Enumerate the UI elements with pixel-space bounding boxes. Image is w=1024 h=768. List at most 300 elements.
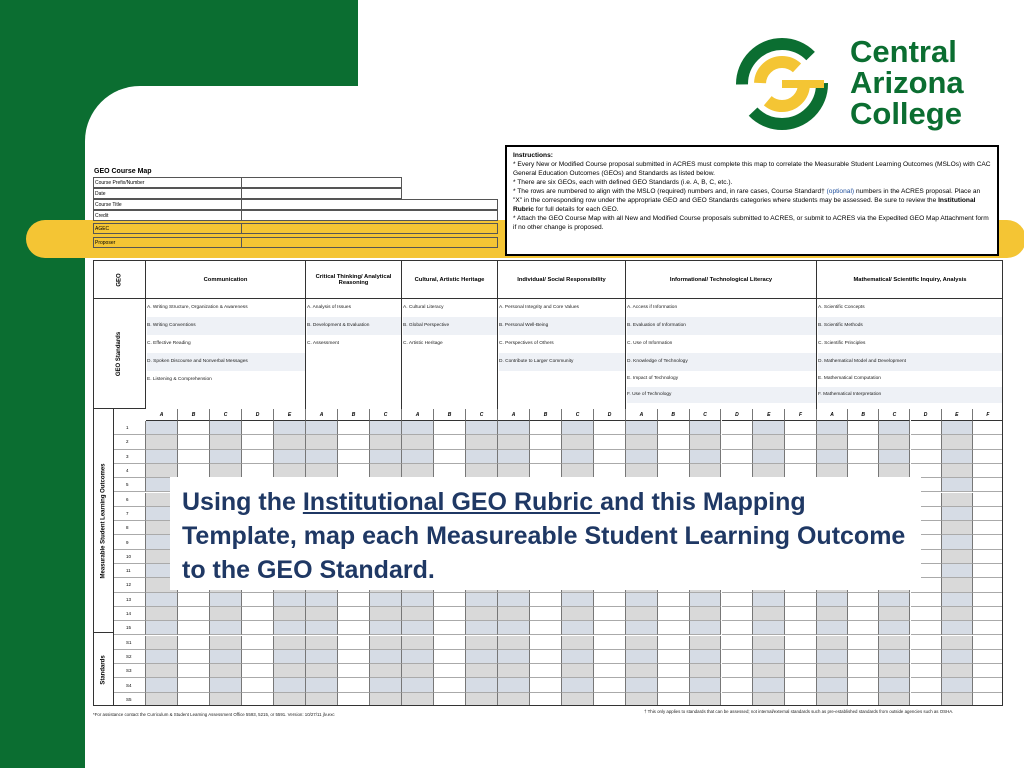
- map-cell[interactable]: [942, 578, 973, 592]
- map-cell[interactable]: [817, 664, 848, 678]
- map-cell[interactable]: [466, 421, 498, 435]
- map-cell[interactable]: [146, 678, 178, 692]
- map-cell[interactable]: [306, 650, 338, 664]
- map-cell[interactable]: [879, 593, 910, 607]
- map-cell[interactable]: [817, 636, 848, 650]
- map-cell[interactable]: [274, 435, 306, 449]
- map-cell[interactable]: [722, 593, 754, 607]
- map-cell[interactable]: [879, 421, 910, 435]
- map-cell[interactable]: [466, 636, 498, 650]
- map-cell[interactable]: [210, 678, 242, 692]
- map-cell[interactable]: [942, 421, 973, 435]
- map-cell[interactable]: [562, 621, 594, 635]
- map-cell[interactable]: [178, 593, 210, 607]
- map-cell[interactable]: [626, 650, 658, 664]
- map-cell[interactable]: [338, 435, 370, 449]
- map-cell[interactable]: [594, 621, 626, 635]
- map-cell[interactable]: [879, 607, 910, 621]
- map-cell[interactable]: [178, 636, 210, 650]
- map-cell[interactable]: [848, 593, 879, 607]
- map-cell[interactable]: [402, 607, 434, 621]
- map-cell[interactable]: [434, 650, 466, 664]
- map-cell[interactable]: [306, 593, 338, 607]
- map-cell[interactable]: [973, 421, 1003, 435]
- map-cell[interactable]: [785, 636, 817, 650]
- map-cell[interactable]: [973, 521, 1003, 535]
- map-cell[interactable]: [498, 621, 530, 635]
- map-cell[interactable]: [498, 650, 530, 664]
- map-cell[interactable]: [879, 636, 910, 650]
- map-cell[interactable]: [434, 593, 466, 607]
- map-cell[interactable]: [210, 593, 242, 607]
- map-cell[interactable]: [626, 621, 658, 635]
- map-cell[interactable]: [785, 421, 817, 435]
- map-cell[interactable]: [753, 636, 785, 650]
- map-cell[interactable]: [242, 450, 274, 464]
- map-cell[interactable]: [848, 450, 879, 464]
- map-cell[interactable]: [973, 535, 1003, 549]
- map-cell[interactable]: [817, 693, 848, 706]
- map-cell[interactable]: [658, 636, 690, 650]
- map-cell[interactable]: [146, 693, 178, 706]
- map-cell[interactable]: [942, 435, 973, 449]
- map-cell[interactable]: [178, 421, 210, 435]
- map-cell[interactable]: [178, 693, 210, 706]
- map-cell[interactable]: [942, 507, 973, 521]
- map-cell[interactable]: [973, 550, 1003, 564]
- map-cell[interactable]: [274, 593, 306, 607]
- map-cell[interactable]: [498, 693, 530, 706]
- map-cell[interactable]: [973, 507, 1003, 521]
- map-cell[interactable]: [530, 607, 562, 621]
- map-cell[interactable]: [146, 607, 178, 621]
- map-cell[interactable]: [530, 450, 562, 464]
- map-cell[interactable]: [210, 607, 242, 621]
- map-cell[interactable]: [942, 493, 973, 507]
- map-cell[interactable]: [466, 693, 498, 706]
- map-cell[interactable]: [626, 421, 658, 435]
- map-cell[interactable]: [530, 650, 562, 664]
- credit-field[interactable]: [242, 211, 497, 220]
- map-cell[interactable]: [434, 421, 466, 435]
- map-cell[interactable]: [338, 450, 370, 464]
- map-cell[interactable]: [178, 435, 210, 449]
- map-cell[interactable]: [753, 664, 785, 678]
- map-cell[interactable]: [658, 421, 690, 435]
- map-cell[interactable]: [466, 607, 498, 621]
- map-cell[interactable]: [562, 678, 594, 692]
- map-cell[interactable]: [274, 607, 306, 621]
- map-cell[interactable]: [973, 435, 1003, 449]
- map-cell[interactable]: [594, 450, 626, 464]
- map-cell[interactable]: [785, 607, 817, 621]
- map-cell[interactable]: [370, 593, 402, 607]
- map-cell[interactable]: [370, 678, 402, 692]
- map-cell[interactable]: [658, 435, 690, 449]
- map-cell[interactable]: [626, 636, 658, 650]
- map-cell[interactable]: [973, 607, 1003, 621]
- map-cell[interactable]: [594, 607, 626, 621]
- map-cell[interactable]: [848, 435, 879, 449]
- map-cell[interactable]: [402, 636, 434, 650]
- map-cell[interactable]: [753, 593, 785, 607]
- map-cell[interactable]: [594, 664, 626, 678]
- map-cell[interactable]: [753, 693, 785, 706]
- map-cell[interactable]: [722, 650, 754, 664]
- map-cell[interactable]: [402, 664, 434, 678]
- map-cell[interactable]: [626, 678, 658, 692]
- map-cell[interactable]: [722, 607, 754, 621]
- map-cell[interactable]: [242, 593, 274, 607]
- map-cell[interactable]: [817, 450, 848, 464]
- map-cell[interactable]: [942, 593, 973, 607]
- map-cell[interactable]: [942, 550, 973, 564]
- map-cell[interactable]: [498, 421, 530, 435]
- map-cell[interactable]: [785, 678, 817, 692]
- map-cell[interactable]: [973, 493, 1003, 507]
- map-cell[interactable]: [817, 650, 848, 664]
- map-cell[interactable]: [434, 636, 466, 650]
- map-cell[interactable]: [817, 421, 848, 435]
- map-cell[interactable]: [879, 650, 910, 664]
- map-cell[interactable]: [942, 636, 973, 650]
- map-cell[interactable]: [274, 421, 306, 435]
- map-cell[interactable]: [848, 607, 879, 621]
- map-cell[interactable]: [690, 636, 722, 650]
- map-cell[interactable]: [402, 421, 434, 435]
- map-cell[interactable]: [242, 664, 274, 678]
- map-cell[interactable]: [594, 650, 626, 664]
- map-cell[interactable]: [658, 650, 690, 664]
- map-cell[interactable]: [210, 693, 242, 706]
- map-cell[interactable]: [370, 664, 402, 678]
- map-cell[interactable]: [690, 678, 722, 692]
- map-cell[interactable]: [690, 593, 722, 607]
- map-cell[interactable]: [178, 678, 210, 692]
- map-cell[interactable]: [466, 435, 498, 449]
- map-cell[interactable]: [466, 650, 498, 664]
- map-cell[interactable]: [146, 621, 178, 635]
- map-cell[interactable]: [626, 693, 658, 706]
- map-cell[interactable]: [210, 664, 242, 678]
- map-cell[interactable]: [879, 664, 910, 678]
- map-cell[interactable]: [530, 621, 562, 635]
- map-cell[interactable]: [911, 693, 942, 706]
- map-cell[interactable]: [911, 607, 942, 621]
- map-cell[interactable]: [785, 450, 817, 464]
- map-cell[interactable]: [942, 678, 973, 692]
- map-cell[interactable]: [817, 678, 848, 692]
- map-cell[interactable]: [690, 450, 722, 464]
- map-cell[interactable]: [434, 621, 466, 635]
- map-cell[interactable]: [274, 664, 306, 678]
- map-cell[interactable]: [274, 693, 306, 706]
- map-cell[interactable]: [498, 636, 530, 650]
- map-cell[interactable]: [178, 664, 210, 678]
- map-cell[interactable]: [973, 593, 1003, 607]
- map-cell[interactable]: [466, 678, 498, 692]
- map-cell[interactable]: [498, 435, 530, 449]
- map-cell[interactable]: [370, 450, 402, 464]
- map-cell[interactable]: [973, 578, 1003, 592]
- course-prefix-field[interactable]: [242, 178, 401, 187]
- map-cell[interactable]: [753, 621, 785, 635]
- map-cell[interactable]: [626, 664, 658, 678]
- map-cell[interactable]: [911, 650, 942, 664]
- map-cell[interactable]: [434, 664, 466, 678]
- map-cell[interactable]: [434, 435, 466, 449]
- map-cell[interactable]: [626, 450, 658, 464]
- map-cell[interactable]: [973, 636, 1003, 650]
- map-cell[interactable]: [402, 678, 434, 692]
- map-cell[interactable]: [210, 435, 242, 449]
- map-cell[interactable]: [274, 650, 306, 664]
- map-cell[interactable]: [942, 664, 973, 678]
- map-cell[interactable]: [594, 421, 626, 435]
- map-cell[interactable]: [785, 650, 817, 664]
- map-cell[interactable]: [690, 607, 722, 621]
- map-cell[interactable]: [178, 450, 210, 464]
- map-cell[interactable]: [817, 621, 848, 635]
- map-cell[interactable]: [626, 607, 658, 621]
- map-cell[interactable]: [848, 636, 879, 650]
- map-cell[interactable]: [690, 435, 722, 449]
- map-cell[interactable]: [466, 450, 498, 464]
- map-cell[interactable]: [466, 593, 498, 607]
- map-cell[interactable]: [242, 607, 274, 621]
- map-cell[interactable]: [911, 450, 942, 464]
- map-cell[interactable]: [498, 664, 530, 678]
- map-cell[interactable]: [434, 693, 466, 706]
- map-cell[interactable]: [848, 650, 879, 664]
- map-cell[interactable]: [594, 636, 626, 650]
- map-cell[interactable]: [973, 564, 1003, 578]
- map-cell[interactable]: [242, 636, 274, 650]
- map-cell[interactable]: [911, 664, 942, 678]
- map-cell[interactable]: [942, 450, 973, 464]
- map-cell[interactable]: [942, 564, 973, 578]
- map-cell[interactable]: [879, 693, 910, 706]
- map-cell[interactable]: [942, 607, 973, 621]
- map-cell[interactable]: [370, 607, 402, 621]
- map-cell[interactable]: [562, 636, 594, 650]
- map-cell[interactable]: [530, 421, 562, 435]
- map-cell[interactable]: [594, 435, 626, 449]
- institutional-geo-rubric-link[interactable]: Institutional GEO Rubric: [302, 488, 601, 516]
- map-cell[interactable]: [785, 593, 817, 607]
- map-cell[interactable]: [658, 693, 690, 706]
- map-cell[interactable]: [690, 664, 722, 678]
- map-cell[interactable]: [530, 435, 562, 449]
- map-cell[interactable]: [879, 435, 910, 449]
- map-cell[interactable]: [848, 621, 879, 635]
- map-cell[interactable]: [722, 435, 754, 449]
- map-cell[interactable]: [338, 650, 370, 664]
- map-cell[interactable]: [658, 450, 690, 464]
- map-cell[interactable]: [562, 607, 594, 621]
- map-cell[interactable]: [146, 664, 178, 678]
- map-cell[interactable]: [690, 693, 722, 706]
- map-cell[interactable]: [562, 450, 594, 464]
- map-cell[interactable]: [338, 678, 370, 692]
- map-cell[interactable]: [753, 650, 785, 664]
- map-cell[interactable]: [973, 621, 1003, 635]
- map-cell[interactable]: [973, 664, 1003, 678]
- map-cell[interactable]: [402, 693, 434, 706]
- map-cell[interactable]: [370, 435, 402, 449]
- map-cell[interactable]: [690, 650, 722, 664]
- map-cell[interactable]: [178, 650, 210, 664]
- map-cell[interactable]: [338, 693, 370, 706]
- course-title-field[interactable]: [242, 200, 497, 209]
- map-cell[interactable]: [879, 678, 910, 692]
- map-cell[interactable]: [466, 621, 498, 635]
- map-cell[interactable]: [942, 464, 973, 478]
- map-cell[interactable]: [562, 650, 594, 664]
- map-cell[interactable]: [658, 593, 690, 607]
- map-cell[interactable]: [973, 678, 1003, 692]
- map-cell[interactable]: [753, 421, 785, 435]
- map-cell[interactable]: [817, 593, 848, 607]
- map-cell[interactable]: [146, 636, 178, 650]
- map-cell[interactable]: [973, 478, 1003, 492]
- map-cell[interactable]: [911, 593, 942, 607]
- map-cell[interactable]: [753, 607, 785, 621]
- map-cell[interactable]: [338, 593, 370, 607]
- map-cell[interactable]: [370, 650, 402, 664]
- map-cell[interactable]: [817, 435, 848, 449]
- map-cell[interactable]: [911, 678, 942, 692]
- map-cell[interactable]: [530, 636, 562, 650]
- map-cell[interactable]: [434, 450, 466, 464]
- map-cell[interactable]: [338, 636, 370, 650]
- map-cell[interactable]: [146, 450, 178, 464]
- map-cell[interactable]: [466, 664, 498, 678]
- map-cell[interactable]: [402, 450, 434, 464]
- map-cell[interactable]: [274, 636, 306, 650]
- map-cell[interactable]: [942, 650, 973, 664]
- map-cell[interactable]: [626, 593, 658, 607]
- map-cell[interactable]: [370, 636, 402, 650]
- map-cell[interactable]: [722, 678, 754, 692]
- map-cell[interactable]: [434, 678, 466, 692]
- map-cell[interactable]: [911, 421, 942, 435]
- map-cell[interactable]: [178, 621, 210, 635]
- map-cell[interactable]: [242, 693, 274, 706]
- map-cell[interactable]: [210, 450, 242, 464]
- map-cell[interactable]: [942, 535, 973, 549]
- map-cell[interactable]: [722, 450, 754, 464]
- map-cell[interactable]: [210, 650, 242, 664]
- map-cell[interactable]: [722, 693, 754, 706]
- map-cell[interactable]: [274, 621, 306, 635]
- map-cell[interactable]: [210, 621, 242, 635]
- map-cell[interactable]: [306, 450, 338, 464]
- map-cell[interactable]: [848, 421, 879, 435]
- map-cell[interactable]: [911, 621, 942, 635]
- map-cell[interactable]: [338, 607, 370, 621]
- map-cell[interactable]: [498, 678, 530, 692]
- map-cell[interactable]: [817, 607, 848, 621]
- map-cell[interactable]: [690, 421, 722, 435]
- map-cell[interactable]: [402, 435, 434, 449]
- map-cell[interactable]: [306, 636, 338, 650]
- map-cell[interactable]: [498, 593, 530, 607]
- map-cell[interactable]: [753, 435, 785, 449]
- map-cell[interactable]: [626, 435, 658, 449]
- map-cell[interactable]: [753, 678, 785, 692]
- map-cell[interactable]: [498, 607, 530, 621]
- map-cell[interactable]: [848, 693, 879, 706]
- map-cell[interactable]: [942, 693, 973, 706]
- map-cell[interactable]: [785, 664, 817, 678]
- map-cell[interactable]: [785, 435, 817, 449]
- map-cell[interactable]: [242, 421, 274, 435]
- map-cell[interactable]: [530, 664, 562, 678]
- map-cell[interactable]: [530, 693, 562, 706]
- map-cell[interactable]: [722, 421, 754, 435]
- map-cell[interactable]: [562, 664, 594, 678]
- map-cell[interactable]: [879, 450, 910, 464]
- map-cell[interactable]: [973, 693, 1003, 706]
- map-cell[interactable]: [911, 636, 942, 650]
- map-cell[interactable]: [911, 435, 942, 449]
- map-cell[interactable]: [242, 650, 274, 664]
- map-cell[interactable]: [973, 464, 1003, 478]
- map-cell[interactable]: [722, 664, 754, 678]
- map-cell[interactable]: [785, 693, 817, 706]
- agec-field[interactable]: [242, 224, 497, 233]
- map-cell[interactable]: [178, 607, 210, 621]
- map-cell[interactable]: [338, 421, 370, 435]
- map-cell[interactable]: [658, 664, 690, 678]
- map-cell[interactable]: [370, 421, 402, 435]
- map-cell[interactable]: [306, 621, 338, 635]
- map-cell[interactable]: [306, 693, 338, 706]
- map-cell[interactable]: [973, 450, 1003, 464]
- map-cell[interactable]: [242, 621, 274, 635]
- map-cell[interactable]: [722, 621, 754, 635]
- map-cell[interactable]: [274, 450, 306, 464]
- map-cell[interactable]: [306, 678, 338, 692]
- map-cell[interactable]: [562, 693, 594, 706]
- map-cell[interactable]: [562, 435, 594, 449]
- map-cell[interactable]: [942, 621, 973, 635]
- map-cell[interactable]: [530, 678, 562, 692]
- map-cell[interactable]: [370, 621, 402, 635]
- map-cell[interactable]: [370, 693, 402, 706]
- map-cell[interactable]: [942, 478, 973, 492]
- map-cell[interactable]: [594, 593, 626, 607]
- map-cell[interactable]: [338, 664, 370, 678]
- map-cell[interactable]: [658, 678, 690, 692]
- map-cell[interactable]: [306, 435, 338, 449]
- map-cell[interactable]: [785, 621, 817, 635]
- map-cell[interactable]: [338, 621, 370, 635]
- map-cell[interactable]: [848, 678, 879, 692]
- map-cell[interactable]: [562, 593, 594, 607]
- map-cell[interactable]: [306, 607, 338, 621]
- map-cell[interactable]: [722, 636, 754, 650]
- map-cell[interactable]: [242, 435, 274, 449]
- map-cell[interactable]: [210, 421, 242, 435]
- map-cell[interactable]: [594, 678, 626, 692]
- map-cell[interactable]: [530, 593, 562, 607]
- map-cell[interactable]: [402, 650, 434, 664]
- map-cell[interactable]: [658, 621, 690, 635]
- map-cell[interactable]: [594, 693, 626, 706]
- map-cell[interactable]: [306, 664, 338, 678]
